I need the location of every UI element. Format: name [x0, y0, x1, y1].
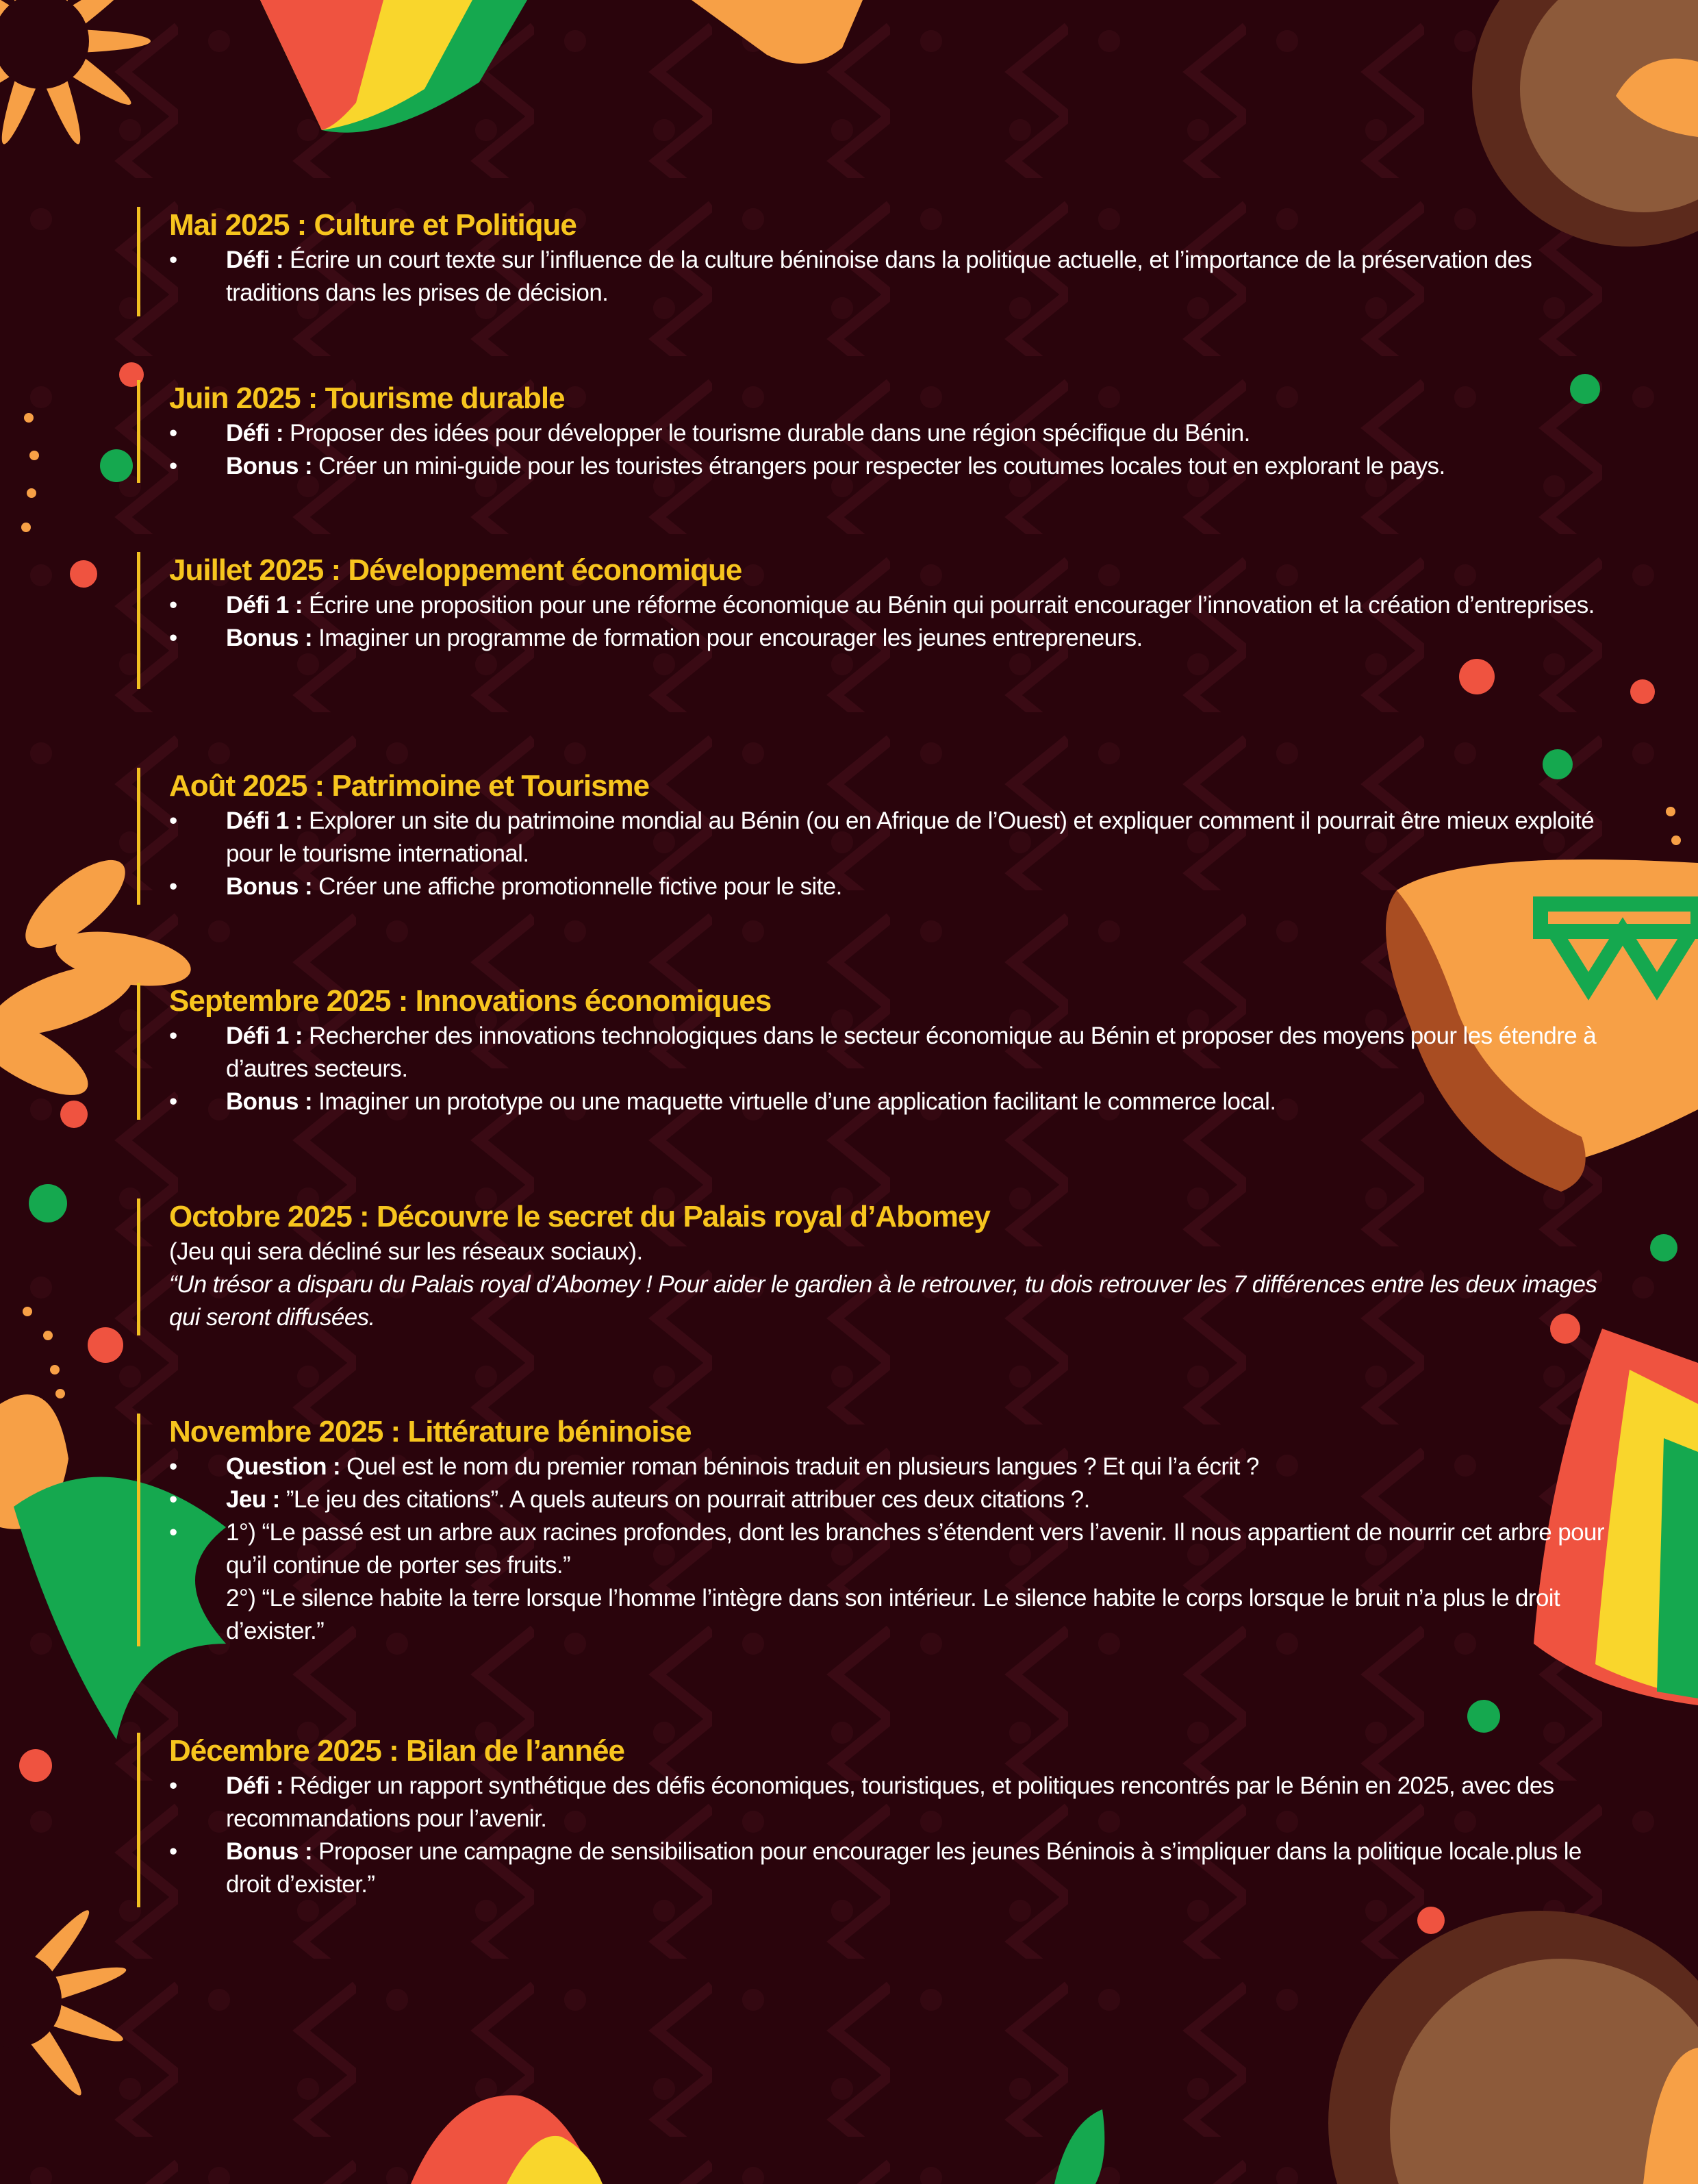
- section-novembre: [137, 1414, 1621, 1646]
- list-item: [169, 244, 1621, 310]
- item-text: Écrire une proposition pour une réforme économique au Bénin qui pourrait encourager l’innovation et la création d’entreprises.: [302, 592, 1595, 618]
- list-item: [169, 1085, 1621, 1118]
- item-text: Quel est le nom du premier roman béninois traduit en plusieurs langues ? Et qui l’a écrit ?: [340, 1453, 1259, 1480]
- section-septembre: [137, 983, 1621, 1120]
- item-text: Explorer un site du patrimoine mondial au Bénin (ou en Afrique de l’Ouest) et expliquer comment il pourrait être mieux exploité pour le tourisme international.: [226, 807, 1595, 867]
- item-text: Imaginer un programme de formation pour encourager les jeunes entrepreneurs.: [312, 625, 1143, 651]
- section-decembre: [137, 1733, 1621, 1907]
- section-title: Octobre 2025 : Découvre le secret du Palais royal d’Abomey: [169, 1200, 990, 1233]
- pot-top-icon: [692, 0, 863, 64]
- item-label: Bonus :: [226, 625, 313, 651]
- item-text: Rédiger un rapport synthétique des défis économiques, touristiques, et politiques rencontrés par le Bénin en 2025, avec des recommandations pour l’avenir.: [226, 1772, 1554, 1832]
- item-list: [169, 244, 1621, 310]
- item-label: Défi :: [226, 1772, 283, 1799]
- section-juillet: [137, 552, 1621, 689]
- list-item: [169, 450, 1621, 483]
- item-label: Question :: [226, 1453, 341, 1480]
- bowl-bottom-right-icon: [1328, 1911, 1698, 2184]
- striped-drum-top-icon: [260, 0, 527, 133]
- section-octobre: [137, 1198, 1621, 1335]
- list-item: [169, 1020, 1621, 1085]
- item-list: [169, 417, 1621, 483]
- section-title: Juin 2025 : Tourisme durable: [169, 381, 565, 415]
- item-text: Proposer des idées pour développer le tourisme durable dans une région spécifique du Bénin.: [283, 420, 1250, 447]
- list-item: [169, 870, 1621, 903]
- list-item: [169, 1770, 1621, 1835]
- item-text-extra: 2°) “Le silence habite la terre lorsque l’homme l’intègre dans son intérieur. Le silence habite le corps lorsque le bruit n’a plus le droit d’exister.”: [226, 1585, 1560, 1644]
- item-label: Défi 1 :: [226, 1022, 303, 1049]
- item-list: [169, 1451, 1621, 1648]
- item-text: Imaginer un prototype ou une maquette virtuelle d’une application facilitant le commerce local.: [312, 1088, 1276, 1115]
- section-title: Mai 2025 : Culture et Politique: [169, 208, 576, 242]
- section-title: Septembre 2025 : Innovations économiques: [169, 984, 772, 1018]
- list-item: [169, 1451, 1621, 1483]
- item-label: Défi :: [226, 420, 283, 447]
- sunburst-top-left-icon: [0, 0, 151, 149]
- item-text: Écrire un court texte sur l’influence de la culture béninoise dans la politique actuelle, et l’importance de la préservation des traditions dans les prises de décision.: [226, 247, 1532, 306]
- section-juin: [137, 380, 1621, 483]
- item-list: [169, 1770, 1621, 1901]
- section-title: Août 2025 : Patrimoine et Tourisme: [169, 769, 650, 803]
- item-label: Défi :: [226, 247, 283, 273]
- item-list: [169, 589, 1621, 655]
- item-text: Rechercher des innovations technologiques dans le secteur économique au Bénin et proposer des moyens pour les étendre à d’autres secteurs.: [226, 1022, 1597, 1082]
- item-label: Jeu :: [226, 1486, 280, 1513]
- section-title: Novembre 2025 : Littérature béninoise: [169, 1415, 692, 1448]
- item-label: Bonus :: [226, 1088, 313, 1115]
- game-quote: “Un trésor a disparu du Palais royal d’Abomey ! Pour aider le gardien à le retrouver, tu dois retrouver les 7 différences entre les deux images qui seront diffusées.: [169, 1271, 1597, 1331]
- striped-drum-bottom-icon: [411, 2095, 603, 2184]
- list-item: [169, 1835, 1621, 1901]
- item-label: Bonus :: [226, 453, 313, 479]
- list-item: [169, 1516, 1621, 1648]
- list-item: [169, 589, 1621, 622]
- sunburst-bottom-left-icon: [0, 1897, 129, 2102]
- item-text: ”Le jeu des citations”. A quels auteurs on pourrait attribuer ces deux citations ?.: [279, 1486, 1090, 1513]
- item-text: Créer une affiche promotionnelle fictive pour le site.: [312, 873, 842, 900]
- section-aout: [137, 768, 1621, 905]
- item-label: Bonus :: [226, 873, 313, 900]
- item-list: [169, 1020, 1621, 1118]
- item-label: Bonus :: [226, 1838, 313, 1865]
- list-item: [169, 805, 1621, 870]
- item-text: Créer un mini-guide pour les touristes étrangers pour respecter les coutumes locales tout en explorant le pays.: [312, 453, 1445, 479]
- game-note: (Jeu qui sera décliné sur les réseaux sociaux).: [169, 1238, 643, 1265]
- list-item: [169, 417, 1621, 450]
- section-title: Juillet 2025 : Développement économique: [169, 553, 742, 587]
- section-title: Décembre 2025 : Bilan de l’année: [169, 1734, 624, 1768]
- item-label: Défi 1 :: [226, 592, 303, 618]
- section-mai: [137, 207, 1621, 316]
- item-text: Proposer une campagne de sensibilisation pour encourager les jeunes Béninois à s’impliquer dans la politique locale.plus le droit d’exister.”: [226, 1838, 1582, 1898]
- list-item: [169, 1483, 1621, 1516]
- list-item: [169, 622, 1621, 655]
- item-list: [169, 805, 1621, 903]
- green-leaf-bottom-icon: [1054, 2109, 1104, 2184]
- item-label: Défi 1 :: [226, 807, 303, 834]
- item-text: 1°) “Le passé est un arbre aux racines profondes, dont les branches s’étendent vers l’avenir. Il nous appartient de nourrir cet arbre pour qu’il continue de porter ses fruits.”: [226, 1519, 1604, 1579]
